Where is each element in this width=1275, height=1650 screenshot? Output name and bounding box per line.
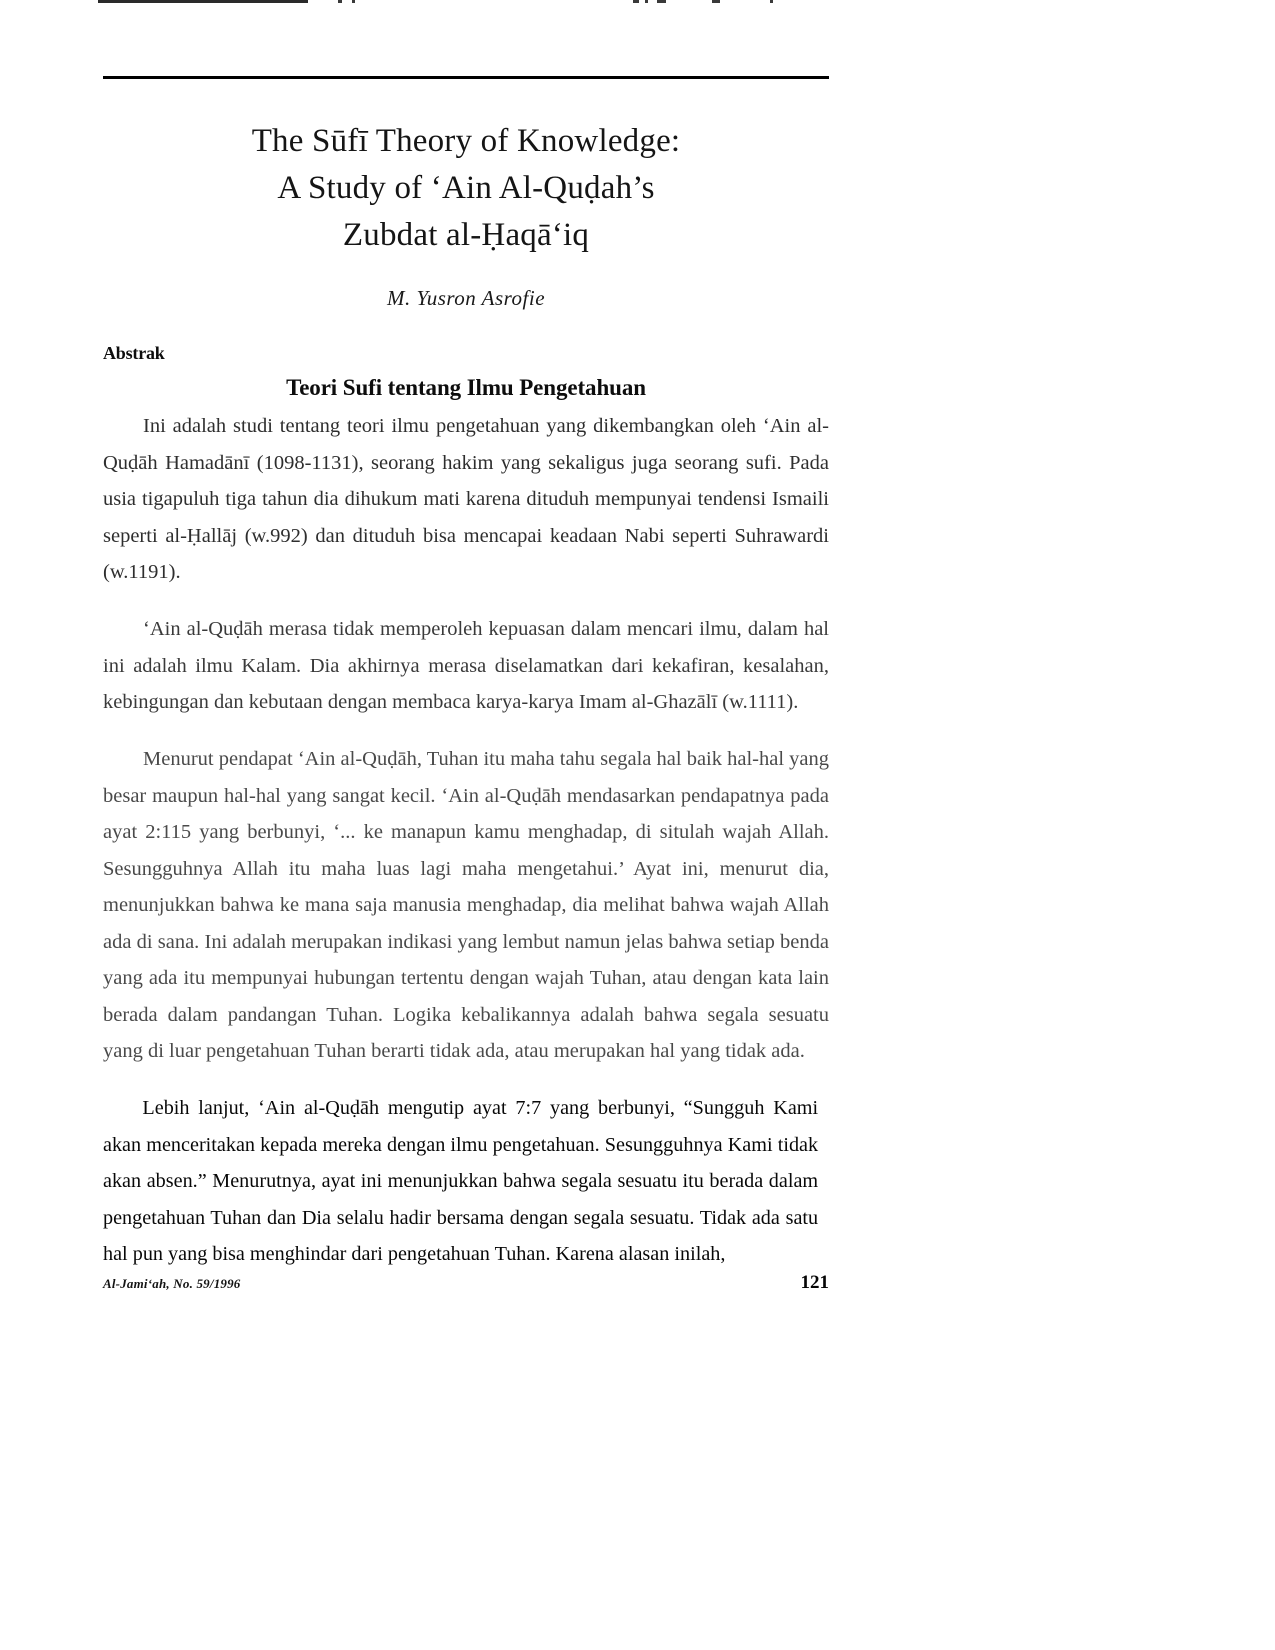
scan-artifact-dot-g (770, 0, 773, 3)
footer-page-number: 121 (800, 1272, 829, 1293)
scan-artifact-dot-b (352, 0, 355, 3)
paragraph-3: Menurut pendapat ‘Ain al-Quḍāh, Tuhan itu maha tahu segala hal baik hal-hal yang besar maupun hal-hal yang sangat kecil. ‘Ain al-Quḍāh mendasarkan pendapatnya pada ayat 2:115 yang berbunyi, ‘... ke manapun kamu menghadap, di situlah wajah Allah. Sesungguhnya Allah itu maha luas lagi maha mengetahui.’ Ayat ini, menurut dia, menunjukkan bahwa ke mana saja manusia menghadap, dia melihat bahwa wajah Allah ada di sana. Ini adalah merupakan indikasi yang lembut namun jelas bahwa setiap benda yang ada itu mempunyai hubungan tertentu dengan wajah Tuhan, atau dengan kata lain berada dalam pandangan Tuhan. Logika kebalikannya adalah bahwa segala sesuatu yang di luar pengetahuan Tuhan berarti tidak ada, atau merupakan hal yang tidak ada. (103, 748, 829, 1062)
page-footer (103, 1272, 829, 1294)
scan-artifact-dot-d (645, 0, 648, 3)
abstract-label: Abstrak (103, 343, 165, 363)
title-line-2: A Study of ‘Ain Al-Quḍah’s (277, 170, 655, 206)
paragraph-4: Lebih lanjut, ‘Ain al-Quḍāh mengutip ayat 7:7 yang berbunyi, “Sungguh Kami akan menceritakan kepada mereka dengan ilmu pengetahuan. Sesungguhnya Kami tidak akan absen.” Menurutnya, ayat ini menunjukkan bahwa segala sesuatu itu berada dalam pengetahuan Tuhan dan Dia selalu hadir bersama dengan segala sesuatu. Tidak ada satu hal pun yang bisa menghindar dari pengetahuan Tuhan. Karena alasan inilah, (103, 1097, 819, 1265)
page-title (103, 118, 829, 259)
footer-journal-citation: Al-Jami‘ah, No. 59/1996 (103, 1276, 241, 1291)
abstract-heading: Teori Sufi tentang Ilmu Pengetahuan (286, 375, 646, 400)
page-content (103, 100, 829, 1293)
paragraph-1: Ini adalah studi tentang teori ilmu pengetahuan yang dikembangkan oleh ‘Ain al-Quḍāh Hamadānī (1098-1131), seorang hakim yang sekaligus juga seorang sufi. Pada usia tigapuluh tiga tahun dia dihukum mati karena dituduh mempunyai tendensi Ismaili seperti al-Ḥallāj (w.992) dan dituduh bisa mencapai keadaan Nabi seperti Suhrawardi (w.1191). (103, 415, 829, 583)
title-line-3: Zubdat al-Ḥaqā‘iq (342, 217, 590, 253)
header-rule (103, 76, 829, 79)
scan-artifact-dot-f (712, 0, 720, 3)
scan-artifact-top-left (98, 0, 308, 3)
scan-artifact-dot-c (633, 0, 639, 3)
scan-artifact-dot-e (657, 0, 666, 3)
title-line-1: The Sūfī Theory of Knowledge: (251, 123, 681, 159)
author-name: M. Yusron Asrofie (386, 286, 546, 310)
paragraph-2: ‘Ain al-Quḍāh merasa tidak memperoleh kepuasan dalam mencari ilmu, dalam hal ini adalah ilmu Kalam. Dia akhirnya merasa diselamatkan dari kekafiran, kesalahan, kebingungan dan kebutaan dengan membaca karya-karya Imam al-Ghazālī (w.1111). (103, 618, 829, 713)
scan-artifact-dot-a (338, 0, 342, 3)
